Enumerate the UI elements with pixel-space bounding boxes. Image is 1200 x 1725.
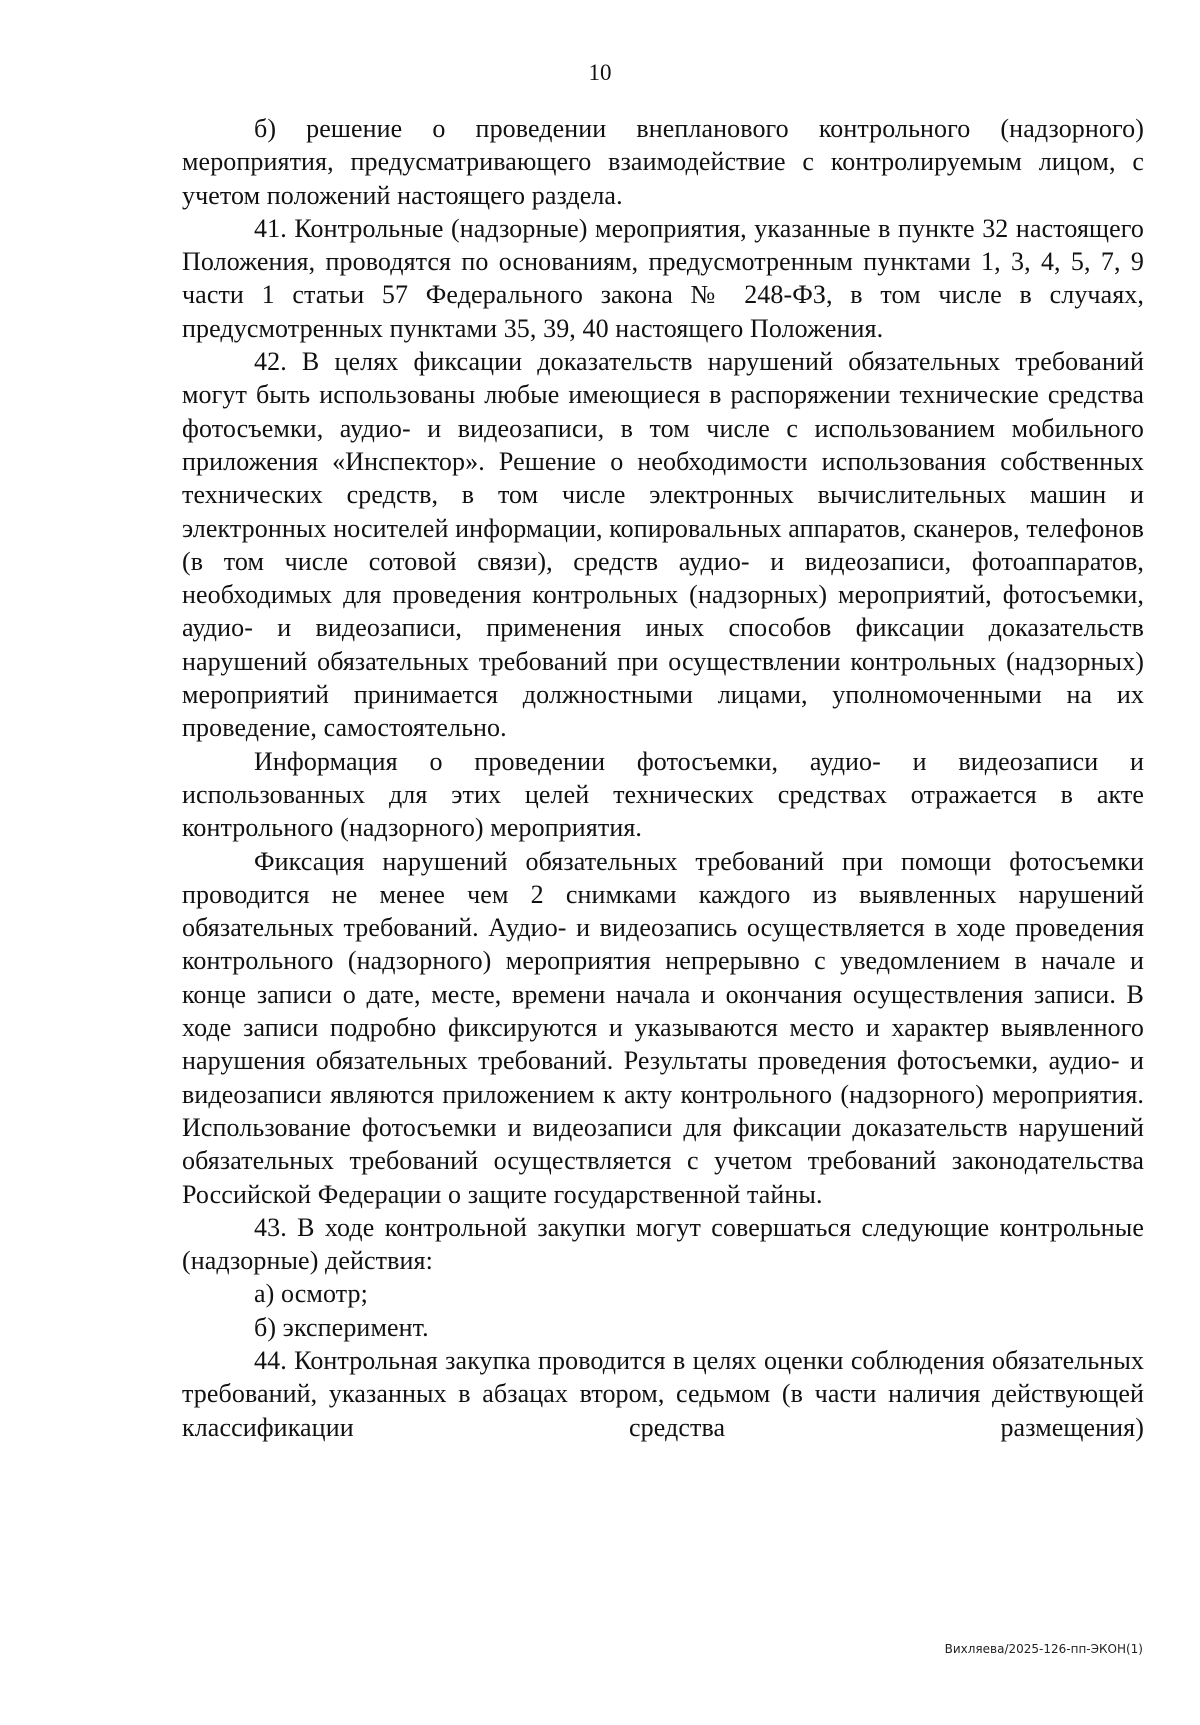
document-body <box>182 112 1144 1444</box>
page-number: 10 <box>588 60 612 85</box>
document-registration-code: Вихляева/2025-126-пп-ЭКОН(1) <box>944 1642 1143 1656</box>
paragraph-44: 44. Контрольная закупка проводится в целях оценки соблюдения обязательных требований, указанных в абзацах втором, седьмом (в части наличия действующей классификации средства размещения) <box>182 1345 1144 1442</box>
paragraph-42: 42. В целях фиксации доказательств нарушений обязательных требований могут быть использованы любые имеющиеся в распоряжении технические средства фотосъемки, аудио- и видеозаписи, в том числе с использованием мобильного приложения «Инспектор». Решение о необходимости использования собственных технических средств, в том числе электронных вычислительных машин и электронных носителей информации, копировальных аппаратов, сканеров, телефонов (в том числе сотовой связи), средств аудио- и видеозаписи, фотоаппаратов, необходимых для проведения контрольных (надзорных) мероприятий, фотосъемки, аудио- и видеозаписи, применения иных способов фиксации доказательств нарушений обязательных требований при осуществлении контрольных (надзорных) мероприятий принимается должностными лицами, уполномоченными на их проведение, самостоятельно. <box>182 347 1144 743</box>
paragraph-42-information: Информация о проведении фотосъемки, аудио- и видеозаписи и использованных для этих целей технических средствах отражается в акте контрольного (надзорного) мероприятия. <box>182 746 1144 843</box>
paragraph-42-fixation: Фиксация нарушений обязательных требований при помощи фотосъемки проводится не менее чем 2 снимками каждого из выявленных нарушений обязательных требований. Аудио- и видеозапись осуществляется в ходе проведения контрольного (надзорного) мероприятия непрерывно с уведомлением в начале и конце записи о дате, месте, времени начала и окончания осуществления записи. В ходе записи подробно фиксируются и указываются место и характер выявленного нарушения обязательных требований. Результаты проведения фотосъемки, аудио- и видеозаписи являются приложением к акту контрольного (надзорного) мероприятия. Использование фотосъемки и видеозаписи для фиксации доказательств нарушений обязательных требований осуществляется с учетом требований законодательства Российской Федерации о защите государственной тайны. <box>182 846 1144 1209</box>
paragraph-43-item-b: б) эксперимент. <box>254 1312 429 1342</box>
paragraph-item-b-decision: б) решение о проведении внепланового контрольного (надзорного) мероприятия, предусматривающего взаимодействие с контролируемым лицом, с учетом положений настоящего раздела. <box>182 114 1144 210</box>
paragraph-43: 43. В ходе контрольной закупки могут совершаться следующие контрольные (надзорные) действия: <box>182 1212 1144 1276</box>
paragraph-41: 41. Контрольные (надзорные) мероприятия, указанные в пункте 32 настоящего Положения, проводятся по основаниям, предусмотренным пунктами 1, 3, 4, 5, 7, 9 части 1 статьи 57 Федерального закона № 248-ФЗ, в том числе в случаях, предусмотренных пунктами 35, 39, 40 настоящего Положения. <box>182 213 1144 343</box>
paragraph-43-item-a: а) осмотр; <box>254 1279 368 1309</box>
